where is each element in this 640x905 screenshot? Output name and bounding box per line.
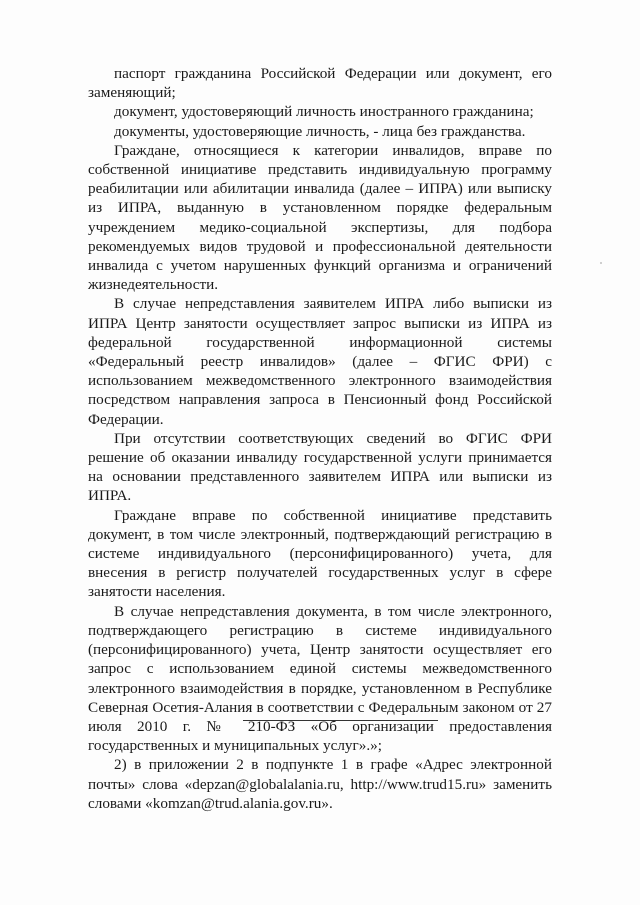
paragraph-ipra-request: В случае непредставления заявителем ИПРА либо выписки из ИПРА Центр занятости осуществляет запрос выписки из ИПРА из федеральной государственной информационной системы «Федеральный реестр инвалидов» (далее – ФГИС ФРИ) с использованием межведомственного электронного взаимодействия посредством направления запроса в Пенсионный фонд Российской Федерации. (88, 295, 552, 428)
paragraph-registration-document: Граждане вправе по собственной инициативе представить документ, в том числе электронный, подтверждающий регистрацию в системе индивидуального (персонифицированного) учета, для внесения в регистр получателей государственных услуг в сфере занятости населения. (88, 506, 552, 601)
paragraph-foreign-id: документ, удостоверяющий личность иностранного гражданина; (114, 103, 534, 121)
paragraph-passport: паспорт гражданина Российской Федерации или документ, его заменяющий; (88, 65, 552, 102)
end-separator-line (243, 720, 438, 721)
document-body (88, 64, 552, 813)
paragraph-email-change: 2) в приложении 2 в подпункте 1 в графе «Адрес электронной почты» слова «depzan@globalalania.ru, http://www.trud15.ru» заменить словами «komzan@trud.alania.gov.ru». (88, 756, 552, 812)
paragraph-fgis-absence: При отсутствии соответствующих сведений во ФГИС ФРИ решение об оказании инвалиду государственной услуги принимается на основании представленного заявителем ИПРА или выписки из ИПРА. (88, 429, 552, 505)
paragraph-ipra: Граждане, относящиеся к категории инвалидов, вправе по собственной инициативе представить индивидуальную программу реабилитации или абилитации инвалида (далее – ИПРА) или выписку из ИПРА, выданную в установленном порядке федеральным учреждением медико-социальной экспертизы, для подбора рекомендуемых видов трудовой и профессиональной деятельности инвалида с учетом нарушенных функций организма и ограничений жизнедеятельности. (88, 141, 552, 294)
paragraph-stateless-id: документы, удостоверяющие личность, - лица без гражданства. (114, 122, 526, 140)
scan-speck (600, 262, 602, 264)
paragraph-registration-request: В случае непредставления документа, в том числе электронного, подтверждающего регистрацию в системе индивидуального (персонифицированного) учета, Центр занятости осуществляет его запрос с использованием единой системы межведомственного электронного взаимодействия в порядке, установленном в Республике Северная Осетия-Алания в соответствии с Федеральным законом от 27 июля 2010 г. № 210-ФЗ «Об организации предоставления государственных и муниципальных услуг».»; (88, 602, 552, 755)
